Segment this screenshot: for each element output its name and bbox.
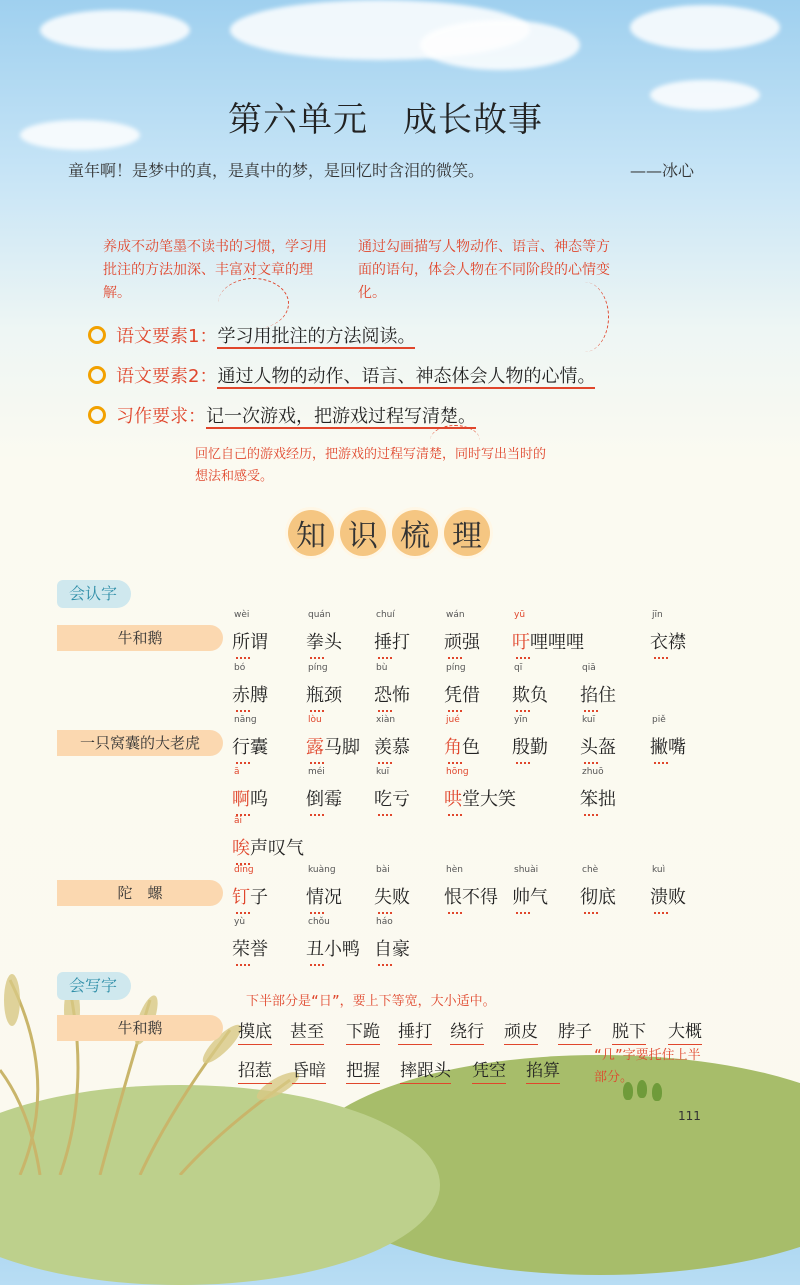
pinyin: lòu xyxy=(308,715,322,725)
bullet-icon xyxy=(88,366,106,384)
pinyin: quán xyxy=(308,610,331,620)
quote-text: 童年啊！是梦中的真，是真中的梦，是回忆时含泪的微笑。 xyxy=(68,161,485,180)
lesson-label: 一只窝囊的大老虎 xyxy=(57,730,223,756)
vocab-word: āi 唉声叹气 xyxy=(232,834,304,860)
vocab-word: chǒu 丑小鸭 xyxy=(306,935,360,961)
annotation-arrow xyxy=(560,282,609,352)
requirement-3: 习作要求：记一次游戏，把游戏过程写清楚。 xyxy=(88,402,476,428)
cloud xyxy=(650,80,760,110)
cloud xyxy=(420,20,580,70)
pinyin: yù xyxy=(234,917,246,927)
pinyin: chè xyxy=(582,865,599,875)
requirement-1: 语文要素1：学习用批注的方法阅读。 xyxy=(88,322,415,348)
pinyin: wèi xyxy=(234,610,250,620)
vocab-word: kuì 溃败 xyxy=(650,883,686,909)
vocab-word: yīn 殷勤 xyxy=(512,733,548,759)
pinyin: hèn xyxy=(446,865,463,875)
vocab-word: ā 啊呜 xyxy=(232,785,268,811)
vocab-word: qiā 掐住 xyxy=(580,681,616,707)
quote-author: ——冰心 xyxy=(630,161,695,180)
pinyin: piě xyxy=(652,715,666,725)
requirement-2: 语文要素2：通过人物的动作、语言、神态体会人物的心情。 xyxy=(88,362,595,388)
pinyin: háo xyxy=(376,917,393,927)
bullet-icon xyxy=(88,406,106,424)
vocab-word: chè 彻底 xyxy=(580,883,616,909)
vocab-word: pínɡ 瓶颈 xyxy=(306,681,342,707)
annotation-middle: 回忆自己的游戏经历，把游戏的过程写清楚，同时写出当时的想法和感受。 xyxy=(195,447,547,484)
unit-title: 第六单元 成长故事 xyxy=(228,100,543,140)
write-word: 脖子 xyxy=(558,1017,592,1042)
vocab-word: chuí 捶打 xyxy=(374,628,410,654)
pinyin: zhuō xyxy=(582,767,604,777)
pinyin: bài xyxy=(376,865,390,875)
pinyin: méi xyxy=(308,767,325,777)
vocab-word: yù 荣誉 xyxy=(232,935,268,961)
pinyin: jué xyxy=(446,715,460,725)
write-word: 把握 xyxy=(346,1056,380,1081)
write-word: 顽皮 xyxy=(504,1017,538,1042)
pinyin: pínɡ xyxy=(308,663,328,673)
write-word: 昏暗 xyxy=(292,1056,326,1081)
vocab-word: xiàn 羡慕 xyxy=(374,733,410,759)
pinyin: shuài xyxy=(514,865,539,875)
lesson-label: 陀 螺 xyxy=(57,880,223,906)
pinyin: bù xyxy=(376,663,388,673)
cloud xyxy=(40,10,190,50)
vocab-word: kuànɡ 情况 xyxy=(306,883,342,909)
pinyin: yū xyxy=(514,610,526,620)
vocab-word: bài 失败 xyxy=(374,883,410,909)
vocab-word: qī 欺负 xyxy=(512,681,548,707)
vocab-word: hèn 恨不得 xyxy=(444,883,498,909)
pinyin: kuī xyxy=(376,767,390,777)
vocab-word: lòu 露马脚 xyxy=(306,733,360,759)
vocab-word: jīn 衣襟 xyxy=(650,628,686,654)
bullet-icon xyxy=(88,326,106,344)
vocab-word: bó 赤膊 xyxy=(232,681,268,707)
pinyin: kuànɡ xyxy=(308,865,336,875)
vocab-word: kuī 吃亏 xyxy=(374,785,410,811)
vocab-word: shuài 帅气 xyxy=(512,883,548,909)
pinyin: pínɡ xyxy=(446,663,466,673)
vocab-word: wán 顽强 xyxy=(444,628,480,654)
pinyin: ā xyxy=(234,767,240,777)
pinyin: dīnɡ xyxy=(234,865,254,875)
pinyin: qiā xyxy=(582,663,596,673)
write-word: 掐算 xyxy=(526,1056,560,1081)
vocab-word: quán 拳头 xyxy=(306,628,342,654)
tag-write: 会写字 xyxy=(57,972,131,1000)
write-word: 摔跟头 xyxy=(400,1056,451,1081)
write-word: 甚至 xyxy=(290,1017,324,1042)
pinyin: jīn xyxy=(652,610,663,620)
pinyin: xiàn xyxy=(376,715,396,725)
write-word: 凭空 xyxy=(472,1056,506,1081)
annotation-arrow xyxy=(430,425,480,456)
vocab-word: bù 恐怖 xyxy=(374,681,410,707)
tag-recognize: 会认字 xyxy=(57,580,131,608)
vocab-word: kuī 头盔 xyxy=(580,733,616,759)
pinyin: nānɡ xyxy=(234,715,257,725)
pinyin: chǒu xyxy=(308,917,330,927)
vocab-word: piě 撇嘴 xyxy=(650,733,686,759)
cloud xyxy=(630,5,780,50)
pinyin: chuí xyxy=(376,610,395,620)
vocab-word: dīnɡ 钉子 xyxy=(232,883,268,909)
vocab-word: hōnɡ 哄堂大笑 xyxy=(444,785,516,811)
vocab-word: háo 自豪 xyxy=(374,935,410,961)
pinyin: kuī xyxy=(582,715,596,725)
write-word: 捶打 xyxy=(398,1017,432,1042)
write-word: 招惹 xyxy=(238,1056,272,1081)
annotation-right: 通过勾画描写人物动作、语言、神态等方面的语句，体会人物在不同阶段的心情变化。 xyxy=(358,239,610,301)
pinyin: yīn xyxy=(514,715,528,725)
vocab-word: jué 角色 xyxy=(444,733,480,759)
vocab-word: nānɡ 行囊 xyxy=(232,733,268,759)
write-word: 大概 xyxy=(668,1017,702,1042)
pinyin: bó xyxy=(234,663,246,673)
lesson-label: 牛和鹅 xyxy=(57,1015,223,1041)
write-word: 脱下 xyxy=(612,1017,646,1042)
section-title-knowledge: 知 识 梳 理 xyxy=(288,510,490,556)
page-number: 111 xyxy=(678,1109,701,1123)
annotation-write-top: 下半部分是“日”，要上下等宽，大小适中。 xyxy=(246,994,496,1009)
vocab-word: wèi 所谓 xyxy=(232,628,268,654)
write-word: 摸底 xyxy=(238,1017,272,1042)
write-word: 绕行 xyxy=(450,1017,484,1042)
annotation-left: 养成不动笔墨不读书的习惯，学习用批注的方法加深、丰富对文章的理解。 xyxy=(103,239,327,301)
vocab-word: méi 倒霉 xyxy=(306,785,342,811)
cloud xyxy=(20,120,140,150)
vocab-word: pínɡ 凭借 xyxy=(444,681,480,707)
pinyin: hōnɡ xyxy=(446,767,469,777)
annotation-write-right: “几”字要托住上半部分。 xyxy=(594,1048,701,1085)
vocab-word: zhuō 笨拙 xyxy=(580,785,616,811)
pinyin: qī xyxy=(514,663,523,673)
write-word: 下跪 xyxy=(346,1017,380,1042)
pinyin: kuì xyxy=(652,865,666,875)
pinyin: āi xyxy=(234,816,243,826)
pinyin: wán xyxy=(446,610,465,620)
vocab-word: yū 吁哩哩哩 xyxy=(512,628,584,654)
lesson-label: 牛和鹅 xyxy=(57,625,223,651)
